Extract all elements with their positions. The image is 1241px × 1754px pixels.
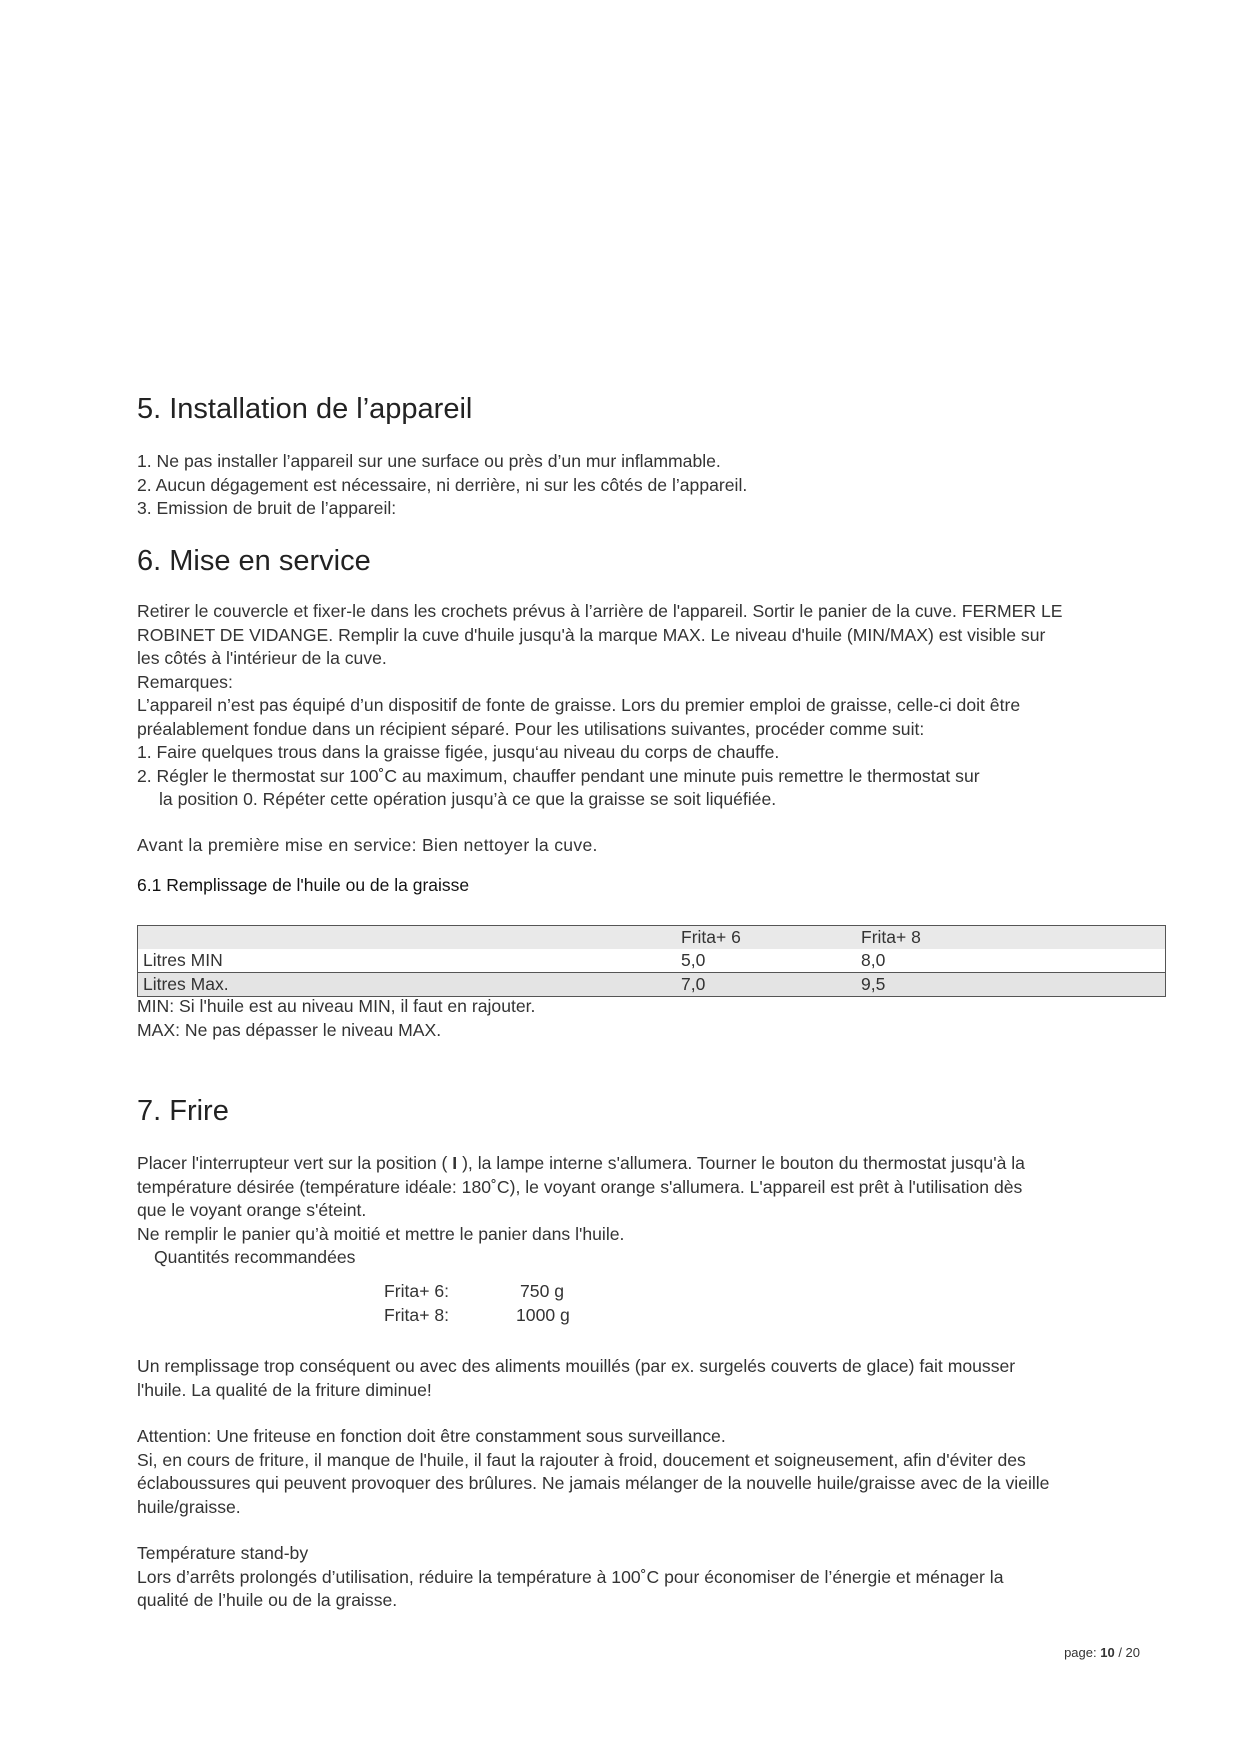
- list-item: 1. Ne pas installer l’appareil sur une surface ou près d’un mur inflammable.: [137, 451, 721, 471]
- paragraph-line: Ne remplir le panier qu’à moitié et mettre le panier dans l'huile.: [137, 1223, 625, 1244]
- quantity-amount: 750 g: [520, 1281, 565, 1301]
- table-header-row: [138, 926, 1166, 950]
- paragraph-line: température désirée (température idéale: 180˚C), le voyant orange s'allumera. L'appareil est prêt à l'utilisation dès: [137, 1176, 1023, 1197]
- paragraph-line: Température stand-by: [137, 1543, 309, 1563]
- table-header-cell: Frita+ 8: [849, 926, 1166, 950]
- section-5-list: [137, 450, 747, 521]
- section-6-paragraph: [137, 600, 1062, 812]
- note-line: MIN: Si l'huile est au niveau MIN, il faut en rajouter.: [137, 996, 536, 1016]
- section-7-paragraph: [137, 1152, 1025, 1270]
- paragraph-line: qualité de l’huile ou de la graisse.: [137, 1590, 398, 1610]
- section-6-title: 6. Mise en service: [137, 545, 371, 577]
- paragraph-line: préalablement fondue dans un récipient séparé. Pour les utilisations suivantes, procéder comme suit:: [137, 718, 925, 739]
- paragraph-line: la position 0. Répéter cette opération jusqu’à ce que la graisse se soit liquéfiée.: [159, 789, 777, 809]
- table-row: [138, 949, 1166, 973]
- recommended-label: Quantités recommandées: [154, 1247, 356, 1267]
- subsection-6-1-title: 6.1 Remplissage de l'huile ou de la graisse: [137, 875, 470, 895]
- quantity-model: Frita+ 6:: [384, 1281, 450, 1301]
- section-7-title: 7. Frire: [137, 1095, 229, 1127]
- table-cell: Litres Max.: [138, 973, 672, 997]
- table-cell: Litres MIN: [138, 949, 672, 973]
- overfill-warning: [137, 1355, 1015, 1402]
- standby-section: [137, 1542, 1003, 1613]
- table-header-cell: Frita+ 6: [671, 926, 849, 950]
- switch-symbol: I: [452, 1153, 458, 1173]
- paragraph-line: Si, en cours de friture, il manque de l'huile, il faut la rajouter à froid, doucement et soigneusement, afin d'éviter des: [137, 1449, 1026, 1470]
- table-cell: 8,0: [849, 949, 1166, 973]
- list-item: 3. Emission de bruit de l’appareil:: [137, 498, 397, 518]
- paragraph-line: que le voyant orange s'éteint.: [137, 1200, 367, 1220]
- table-cell: 7,0: [671, 973, 849, 997]
- before-first-use-note: Avant la première mise en service: Bien nettoyer la cuve.: [137, 835, 598, 855]
- paragraph-line: huile/graisse.: [137, 1496, 241, 1517]
- paragraph-line: éclaboussures qui peuvent provoquer des brûlures. Ne jamais mélanger de la nouvelle huile/graisse avec de la vieille: [137, 1473, 1050, 1493]
- table-header-cell: [138, 926, 672, 950]
- paragraph-line: Remarques:: [137, 671, 233, 692]
- paragraph-line: les côtés à l'intérieur de la cuve.: [137, 648, 387, 668]
- paragraph-line: 2. Régler le thermostat sur 100˚C au maximum, chauffer pendant une minute puis remettre le thermostat sur: [137, 765, 980, 786]
- quantity-amount: 1000 g: [516, 1305, 570, 1325]
- table-row: [138, 973, 1166, 997]
- min-max-notes: [137, 995, 535, 1042]
- current-page: 10: [1100, 1645, 1115, 1660]
- table-cell: 5,0: [671, 949, 849, 973]
- attention-warning: [137, 1425, 1049, 1519]
- paragraph-line: Attention: Une friteuse en fonction doit être constamment sous surveillance.: [137, 1426, 726, 1446]
- page-number: page: 10 / 20: [1064, 1645, 1140, 1660]
- paragraph-line: Placer l'interrupteur vert sur la position ( I ), la lampe interne s'allumera. Tourner le bouton du thermostat jusqu'à la: [137, 1153, 1025, 1173]
- paragraph-line: Un remplissage trop conséquent ou avec des aliments mouillés (par ex. surgelés couverts de glace) fait mousser: [137, 1356, 1016, 1376]
- section-5-title: 5. Installation de l’appareil: [137, 393, 473, 425]
- paragraph-line: 1. Faire quelques trous dans la graisse figée, jusqu‘au niveau du corps de chauffe.: [137, 742, 780, 762]
- paragraph-line: L’appareil n’est pas équipé d’un dispositif de fonte de graisse. Lors du premier emploi de graisse, celle-ci doit être: [137, 695, 1021, 715]
- fill-table: [137, 925, 1166, 997]
- paragraph-line: Retirer le couvercle et fixer-le dans les crochets prévus à l’arrière de l'appareil. Sortir le panier de la cuve. FERMER LE: [137, 601, 1063, 621]
- note-line: MAX: Ne pas dépasser le niveau MAX.: [137, 1019, 442, 1040]
- paragraph-line: Lors d’arrêts prolongés d’utilisation, réduire la température à 100˚C pour économiser de l’énergie et ménager la: [137, 1566, 1004, 1587]
- paragraph-line: ROBINET DE VIDANGE. Remplir la cuve d'huile jusqu'à la marque MAX. Le niveau d'huile (MIN/MAX) est visible sur: [137, 624, 1046, 645]
- quantity-model: Frita+ 8:: [384, 1305, 450, 1325]
- paragraph-line: l'huile. La qualité de la friture diminue!: [137, 1379, 432, 1400]
- list-item: 2. Aucun dégagement est nécessaire, ni derrière, ni sur les côtés de l’appareil.: [137, 474, 748, 495]
- table-cell: 9,5: [849, 973, 1166, 997]
